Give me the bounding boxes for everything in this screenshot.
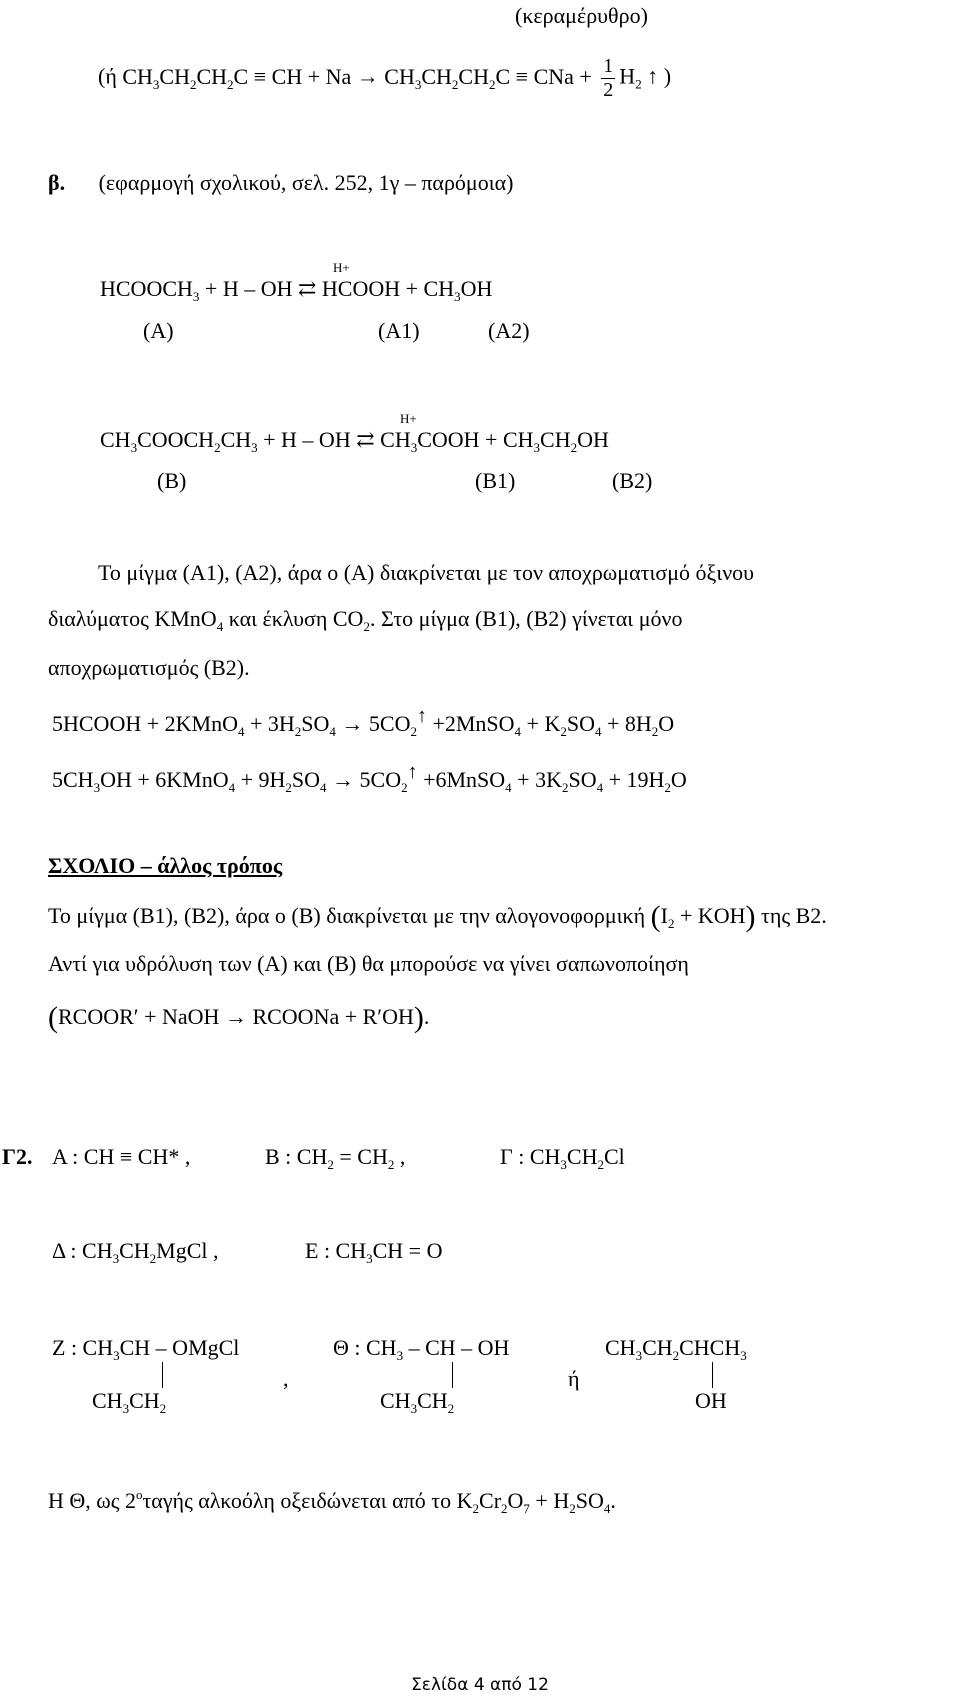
section-b-text: (εφαρμογή σχολικού, σελ. 252, 1γ – παρόμοια) (98, 170, 514, 195)
comment-line-1: Το μίγμα (B1), (B2), άρα ο (B) διακρίνεται με την αλογονοφορμική $(I_2 + KOH)$ της B2. (48, 900, 827, 933)
hydrolysis-b-equation: $CH_3COOCH_2CH_3 + H$ – OH ⇄ $CH_3COOH + CH_3CH_2OH$ (100, 427, 609, 455)
compound-label-a1: (A1) (378, 318, 420, 343)
hydrolysis-a-equation: $HCOOCH_3 + H$ – OH ⇄ HCOOH + $CH_3OH$ (100, 276, 493, 304)
compound-label-b: (B) (157, 468, 187, 493)
gas-up-arrow-icon: ↑ (407, 761, 418, 783)
close-paren: ) (663, 63, 672, 89)
compound-theta-branch: $CH_3CH_2$ (380, 1388, 455, 1416)
compound-z-main: Z : $CH_3CH$ – OMgCl (52, 1335, 240, 1363)
compound-b: B : $CH_2 = CH_2$ , (265, 1144, 406, 1172)
bond-line (452, 1362, 453, 1388)
redox-equation-1: 5HCOOH + 2KMnO$_4$ + $3H_2SO_4$ → $5CO_2↑$ +2MnSO$_4$ + $K_2SO_4 + 8H_2O$ (52, 705, 675, 739)
comment-line-2: Αντί για υδρόλυση των (A) και (B) θα μπορούσε να γίνει σαπωνοποίηση (48, 951, 689, 976)
compound-label-a2: (A2) (488, 318, 530, 343)
comment-line-3: (RCOOR′ + NaOH → RCOONa + R′OH). (48, 1001, 430, 1034)
paragraph-line-1: Το μίγμα (A1), (A2), άρα ο (A) διακρίνεται με τον αποχρωματισμό όξινου (98, 560, 755, 585)
bond-line (712, 1362, 713, 1388)
compound-theta-main: Θ : $CH_3$ – CH – OH (333, 1335, 510, 1363)
page-footer: Σελίδα 4 από 12 (411, 1675, 549, 1695)
separator-comma: , (283, 1366, 289, 1391)
section-g2-label: Γ2. (2, 1144, 33, 1169)
compound-g: Γ : $CH_3CH_2Cl$ (500, 1144, 625, 1172)
gas-up-arrow-icon: ↑ (647, 63, 659, 89)
reaction-arrow-icon: → (356, 63, 379, 89)
compound-z-branch: $CH_3CH_2$ (92, 1388, 167, 1416)
compound-label-b2: (B2) (612, 468, 653, 493)
bond-line (162, 1362, 163, 1388)
comment-heading: ΣΧΟΛΙΟ – άλλος τρόπος (48, 853, 283, 878)
section-b-heading (48, 172, 514, 194)
redox-equation-2: $5CH_3OH$ + 6KMnO$_4$ + $9H_2SO_4$ → $5CO_2↑$ +6MnSO$_4$ + $3K_2SO_4 + 19H_2O$ (52, 761, 687, 795)
compound-label-b1: (B1) (475, 468, 516, 493)
reactant: $CH_3CH_2CH_2C$ ≡ CH + Na (122, 63, 357, 92)
paragraph-line-3: αποχρωματισμός (B2). (48, 655, 250, 680)
compound-a: A : CH ≡ CH* , (52, 1144, 191, 1169)
product: $CH_3CH_2CH_2C$ ≡ CNa + (384, 63, 598, 92)
compound-d: Δ : $CH_3CH_2MgCl$ , (52, 1238, 219, 1266)
catalyst-label: H+ (400, 411, 417, 426)
open-paren: (ή (98, 63, 117, 89)
final-statement: H Θ, ως $2^o\tau\alpha\gamma ή\varsigma$ αλκοόλη οξειδώνεται από το $K_2Cr_2O_7 + H_2SO_4$. (48, 1487, 616, 1516)
catalyst-label: H+ (333, 260, 350, 275)
compound-e: E : $CH_3CH = O$ (305, 1238, 443, 1266)
alt-reaction: (ή $CH_3CH_2CH_2C$ ≡ CH + $Na \to CH_3CH_2CH_2C$ ≡ CNa + $\frac{1}{2}$ $H_2$ ↑ ) (98, 55, 672, 101)
equilibrium-arrow-icon: ⇄ (297, 276, 317, 301)
half-fraction: $\frac{1}{2}$ (603, 55, 614, 101)
compound-label-a: (A) (143, 318, 174, 343)
paragraph-line-2: διαλύματος KMnO$_4$ και έκλυση $CO_2$. Στο μίγμα (B1), (B2) γίνεται μόνο (48, 606, 683, 634)
section-b-label: β. (48, 170, 66, 195)
or-label: ή (568, 1366, 580, 1391)
equilibrium-arrow-icon: ⇄ (356, 427, 375, 452)
top-note: (κεραμέρυθρο) (515, 3, 648, 28)
gas-up-arrow-icon: ↑ (416, 705, 427, 727)
compound-alt-main: $CH_3CH_2CHCH_3$ (605, 1335, 747, 1363)
compound-alt-oh: OH (695, 1388, 727, 1413)
